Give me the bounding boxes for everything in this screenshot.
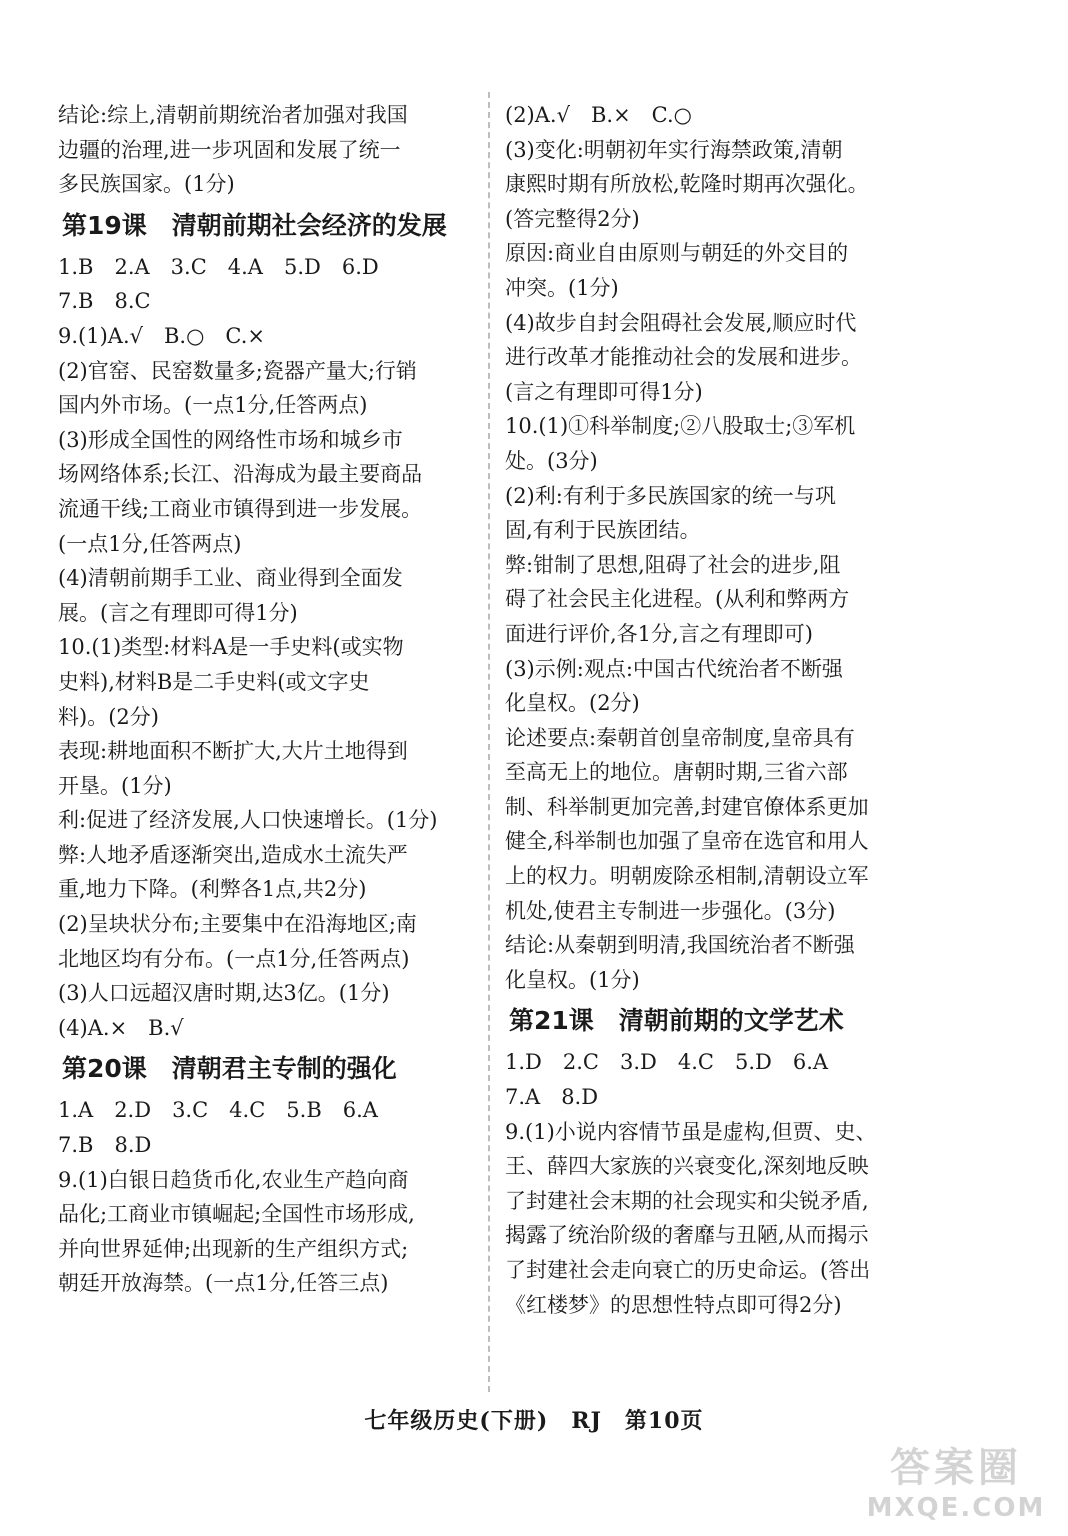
answer-line: 史料),材料B是二手史料(或文字史 bbox=[58, 669, 370, 694]
answer-line: (3)形成全国性的网络性市场和城乡市 bbox=[58, 427, 403, 452]
left-column bbox=[58, 98, 478, 1301]
answer-line: 冲突。(1分) bbox=[505, 275, 619, 300]
answer-line: (4)A.× B.√ bbox=[58, 1015, 184, 1040]
answer-line: 王、薛四大家族的兴衰变化,深刻地反映 bbox=[505, 1154, 869, 1179]
answer-line: 1.B 2.A 3.C 4.A 5.D 6.D bbox=[58, 254, 379, 279]
answer-line: 9.(1)小说内容情节虽是虚构,但贾、史、 bbox=[505, 1119, 877, 1144]
answer-line: (言之有理即可得1分) bbox=[505, 379, 703, 404]
answer-line: 边疆的治理,进一步巩固和发展了统一 bbox=[58, 137, 401, 162]
lesson-heading: 第19课 清朝前期社会经济的发展 bbox=[62, 210, 447, 240]
answer-line: (答完整得2分) bbox=[505, 206, 640, 231]
answer-line: 开垦。(1分) bbox=[58, 773, 172, 798]
answer-line: 国内外市场。(一点1分,任答两点) bbox=[58, 393, 368, 418]
answer-line: 结论:综上,清朝前期统治者加强对我国 bbox=[58, 103, 408, 127]
answer-line: 流通干线;工商业市镇得到进一步发展。 bbox=[58, 496, 423, 521]
answer-line: 展。(言之有理即可得1分) bbox=[58, 600, 298, 625]
answer-line: 利:促进了经济发展,人口快速增长。(1分) bbox=[58, 808, 438, 833]
answer-line: 并向世界延伸;出现新的生产组织方式; bbox=[58, 1236, 409, 1261]
answer-line: 制、科举制更加完善,封建官僚体系更加 bbox=[505, 794, 869, 819]
answer-line: 了封建社会末期的社会现实和尖锐矛盾, bbox=[505, 1188, 869, 1213]
answer-line: 表现:耕地面积不断扩大,大片土地得到 bbox=[58, 739, 408, 764]
watermark-mark: 答案圈 bbox=[890, 1445, 1022, 1491]
right-column bbox=[505, 98, 925, 1322]
answer-line: 健全,科举制也加强了皇帝在选官和用人 bbox=[505, 829, 869, 854]
answer-line: 7.A 8.D bbox=[505, 1085, 599, 1110]
answer-line: 进行改革才能推动社会的发展和进步。 bbox=[505, 345, 862, 370]
answer-line: (4)清朝前期手工业、商业得到全面发 bbox=[58, 566, 403, 591]
answer-line: 化皇权。(1分) bbox=[505, 967, 640, 992]
answer-line: 1.D 2.C 3.D 4.C 5.D 6.A bbox=[505, 1050, 829, 1075]
answer-line: 7.B 8.D bbox=[58, 1133, 152, 1158]
answer-line: 机处,使君主专制进一步强化。(3分) bbox=[505, 898, 836, 923]
answer-line: 7.B 8.C bbox=[58, 289, 151, 314]
lesson-heading: 第20课 清朝君主专制的强化 bbox=[62, 1054, 397, 1084]
answer-line: 10.(1)类型:材料A是一手史料(或实物 bbox=[58, 635, 404, 660]
answer-line: (2)利:有利于多民族国家的统一与巩 bbox=[505, 483, 836, 508]
answer-line: 论述要点:秦朝首创皇帝制度,皇帝具有 bbox=[505, 725, 855, 750]
watermark-logo bbox=[866, 1436, 1046, 1526]
lesson-heading: 第21课 清朝前期的文学艺术 bbox=[509, 1006, 844, 1036]
column-divider bbox=[488, 92, 490, 1392]
answer-line: 1.A 2.D 3.C 4.C 5.B 6.A bbox=[58, 1098, 378, 1123]
answer-line: 固,有利于民族团结。 bbox=[505, 518, 701, 543]
answer-line: 10.(1)①科举制度;②八股取士;③军机 bbox=[505, 414, 856, 439]
answer-line: (一点1分,任答两点) bbox=[58, 531, 242, 556]
answer-line: (2)呈块状分布;主要集中在沿海地区;南 bbox=[58, 912, 417, 937]
answer-line: 原因:商业自由原则与朝廷的外交目的 bbox=[505, 241, 849, 266]
answer-line: 9.(1)白银日趋货币化,农业生产趋向商 bbox=[58, 1167, 409, 1192]
answer-line: 9.(1)A.√ B.○ C.× bbox=[58, 323, 266, 348]
answer-line: 化皇权。(2分) bbox=[505, 691, 640, 716]
answer-line: 弊:人地矛盾逐渐突出,造成水土流失严 bbox=[58, 842, 408, 867]
answer-line: 了封建社会走向衰亡的历史命运。(答出 bbox=[505, 1258, 871, 1282]
answer-line: 《红楼梦》的思想性特点即可得2分) bbox=[505, 1292, 842, 1317]
answer-line: 北地区均有分布。(一点1分,任答两点) bbox=[58, 946, 410, 971]
answer-line: 揭露了统治阶级的奢靡与丑陋,从而揭示 bbox=[505, 1223, 869, 1248]
answer-line: 品化;工商业市镇崛起;全国性市场形成, bbox=[58, 1202, 415, 1227]
answer-line: 面进行评价,各1分,言之有理即可) bbox=[505, 621, 813, 646]
answer-line: (3)人口远超汉唐时期,达3亿。(1分) bbox=[58, 981, 390, 1006]
answer-line: 弊:钳制了思想,阻碍了社会的进步,阻 bbox=[505, 552, 841, 577]
answer-line: 多民族国家。(1分) bbox=[58, 172, 235, 197]
answer-line: 料)。(2分) bbox=[58, 704, 159, 729]
answer-line: (2)A.√ B.× C.○ bbox=[505, 103, 692, 127]
answer-line: 场网络体系;长江、沿海成为最主要商品 bbox=[58, 462, 423, 487]
answer-line: 碍了社会民主化进程。(从利和弊两方 bbox=[505, 587, 850, 612]
answer-line: (4)故步自封会阻碍社会发展,顺应时代 bbox=[505, 310, 857, 335]
answer-line: 重,地力下降。(利弊各1点,共2分) bbox=[58, 877, 367, 902]
answer-line: 结论:从秦朝到明清,我国统治者不断强 bbox=[505, 933, 855, 958]
answer-line: (3)示例:观点:中国古代统治者不断强 bbox=[505, 656, 843, 681]
page-footer: 七年级历史(下册) RJ 第10页 bbox=[364, 1408, 704, 1434]
answer-line: 朝廷开放海禁。(一点1分,任答三点) bbox=[58, 1271, 389, 1296]
answer-line: 至高无上的地位。唐朝时期,三省六部 bbox=[505, 760, 848, 785]
answer-line: 上的权力。明朝废除丞相制,清朝设立军 bbox=[505, 864, 869, 889]
answer-line: (2)官窑、民窑数量多;瓷器产量大;行销 bbox=[58, 358, 417, 383]
answer-line: 处。(3分) bbox=[505, 448, 598, 473]
answer-line: 康熙时期有所放松,乾隆时期再次强化。 bbox=[505, 172, 869, 197]
watermark-domain: MXQE.COM bbox=[866, 1493, 1046, 1523]
answer-line: (3)变化:明朝初年实行海禁政策,清朝 bbox=[505, 137, 843, 162]
